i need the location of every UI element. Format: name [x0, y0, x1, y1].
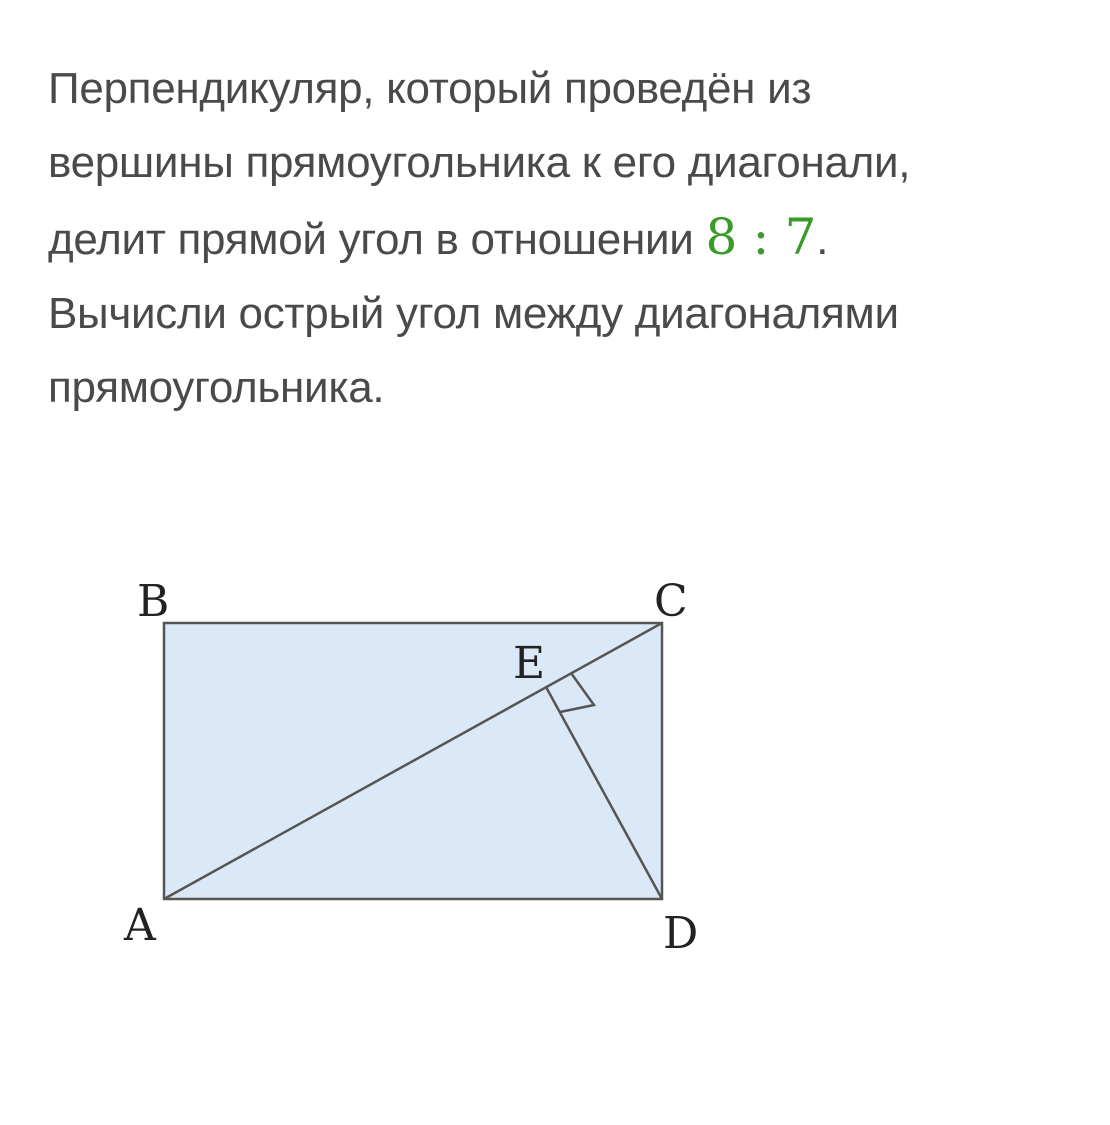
problem-line-3-end: . — [816, 215, 829, 264]
vertex-label-a: A — [124, 900, 156, 951]
ratio-value: 8 : 7 — [705, 208, 817, 266]
problem-line-5: прямоугольника. — [48, 363, 385, 412]
vertex-label-c: C — [654, 576, 688, 627]
vertex-label-d: D — [663, 908, 699, 959]
vertex-label-e: E — [513, 638, 546, 689]
problem-line-4: Вычисли острый угол между диагоналями — [48, 289, 899, 338]
problem-line-3-text: делит прямой угол в отношении — [48, 215, 706, 264]
vertex-label-b: B — [137, 576, 170, 627]
problem-line-1: Перпендикуляр, который проведён из — [48, 64, 812, 113]
problem-line-2: вершины прямоугольника к его диагонали, — [48, 138, 911, 187]
